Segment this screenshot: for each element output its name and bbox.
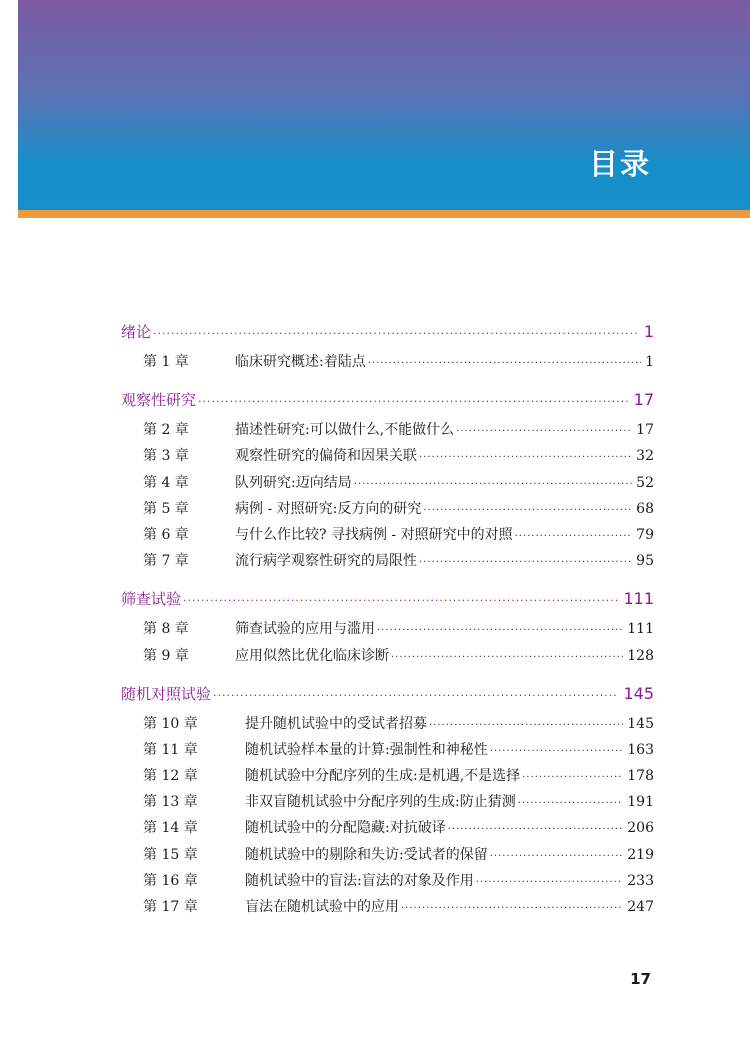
toc-section-heading[interactable] bbox=[121, 683, 654, 713]
section-title: 观察性研究 bbox=[121, 391, 197, 410]
chapter-number: 第 11 章 bbox=[143, 741, 198, 758]
toc-section-heading[interactable] bbox=[121, 321, 654, 351]
toc-entry[interactable] bbox=[121, 896, 654, 922]
chapter-page: 52 bbox=[636, 474, 654, 491]
chapter-page: 95 bbox=[636, 553, 654, 570]
chapter-number: 第 7 章 bbox=[143, 553, 189, 570]
dot-leader bbox=[419, 557, 632, 568]
dot-leader bbox=[419, 452, 632, 463]
toc-entry[interactable] bbox=[121, 791, 654, 817]
chapter-title: 与什么作比较? 寻找病例 - 对照研究中的对照 bbox=[235, 526, 513, 543]
chapter-title: 队列研究:迈向结局 bbox=[235, 474, 352, 491]
chapter-title: 随机试验中的剔除和失访:受试者的保留 bbox=[245, 846, 488, 863]
toc-entry[interactable] bbox=[121, 844, 654, 870]
dot-leader bbox=[515, 531, 633, 542]
toc-entry[interactable] bbox=[121, 550, 654, 576]
toc-entry[interactable] bbox=[121, 472, 654, 498]
chapter-title: 筛查试验的应用与滥用 bbox=[235, 621, 375, 638]
chapter-title: 非双盲随机试验中分配序列的生成:防止猜测 bbox=[245, 794, 516, 811]
header-accent-bar bbox=[18, 210, 750, 218]
toc-entry[interactable] bbox=[121, 445, 654, 471]
chapter-number: 第 5 章 bbox=[143, 500, 189, 517]
chapter-title: 随机试验中的分配隐藏:对抗破译 bbox=[245, 820, 446, 837]
page-title: 目录 bbox=[588, 147, 651, 181]
dot-leader bbox=[518, 798, 624, 809]
chapter-title: 观察性研究的偏倚和因果关联 bbox=[235, 448, 417, 465]
chapter-page: 178 bbox=[627, 768, 654, 785]
chapter-title: 随机试验中分配序列的生成:是机遇,不是选择 bbox=[245, 768, 521, 785]
dot-leader bbox=[423, 505, 632, 516]
chapter-page: 68 bbox=[636, 500, 654, 517]
chapter-number: 第 12 章 bbox=[143, 768, 198, 785]
dot-leader bbox=[391, 652, 623, 663]
dot-leader bbox=[522, 772, 623, 783]
section-page: 145 bbox=[623, 683, 654, 703]
chapter-page: 219 bbox=[627, 846, 654, 863]
toc-section bbox=[121, 321, 654, 377]
dot-leader bbox=[153, 327, 639, 340]
chapter-title: 提升随机试验中的受试者招募 bbox=[245, 715, 427, 732]
toc-entry[interactable] bbox=[121, 739, 654, 765]
chapter-number: 第 3 章 bbox=[143, 448, 189, 465]
chapter-page: 1 bbox=[645, 354, 654, 370]
section-page: 111 bbox=[623, 589, 654, 609]
dot-leader bbox=[429, 720, 623, 731]
chapter-title: 病例 - 对照研究:反方向的研究 bbox=[235, 500, 422, 517]
chapter-number: 第 16 章 bbox=[143, 872, 198, 889]
section-page: 1 bbox=[643, 322, 654, 341]
chapter-title: 应用似然比优化临床诊断 bbox=[235, 647, 389, 664]
dot-leader bbox=[476, 877, 624, 888]
chapter-title: 流行病学观察性研究的局限性 bbox=[235, 553, 417, 570]
section-title: 筛查试验 bbox=[121, 590, 182, 609]
toc-section-heading[interactable] bbox=[121, 389, 654, 419]
chapter-number: 第 14 章 bbox=[143, 820, 198, 837]
chapter-title: 临床研究概述:着陆点 bbox=[235, 354, 366, 370]
toc-entry[interactable] bbox=[121, 419, 654, 445]
dot-leader bbox=[490, 851, 624, 862]
section-page: 17 bbox=[633, 390, 654, 410]
page-number: 17 bbox=[630, 970, 651, 988]
toc-entry[interactable] bbox=[121, 618, 654, 644]
dot-leader bbox=[401, 903, 623, 914]
chapter-page: 163 bbox=[627, 741, 654, 758]
chapter-number: 第 4 章 bbox=[143, 474, 189, 491]
toc-section bbox=[121, 588, 654, 670]
chapter-number: 第 2 章 bbox=[143, 422, 189, 439]
chapter-number: 第 9 章 bbox=[143, 647, 189, 664]
toc-entry[interactable] bbox=[121, 817, 654, 843]
chapter-number: 第 6 章 bbox=[143, 526, 189, 543]
dot-leader bbox=[354, 479, 632, 490]
table-of-contents bbox=[121, 321, 654, 934]
toc-entry[interactable] bbox=[121, 765, 654, 791]
toc-section-heading[interactable] bbox=[121, 588, 654, 618]
chapter-number: 第 15 章 bbox=[143, 846, 198, 863]
toc-entry[interactable] bbox=[121, 645, 654, 671]
toc-entry[interactable] bbox=[121, 351, 654, 377]
chapter-number: 第 1 章 bbox=[143, 354, 189, 370]
dot-leader bbox=[377, 625, 623, 636]
chapter-page: 191 bbox=[627, 794, 654, 811]
chapter-page: 111 bbox=[627, 621, 654, 638]
dot-leader bbox=[183, 594, 618, 607]
chapter-number: 第 10 章 bbox=[143, 715, 198, 732]
chapter-page: 145 bbox=[627, 715, 654, 732]
chapter-page: 206 bbox=[627, 820, 654, 837]
dot-leader bbox=[490, 746, 624, 757]
chapter-page: 17 bbox=[636, 422, 654, 439]
chapter-page: 79 bbox=[636, 526, 654, 543]
toc-section bbox=[121, 683, 654, 923]
dot-leader bbox=[456, 426, 632, 437]
toc-entry[interactable] bbox=[121, 498, 654, 524]
section-title: 随机对照试验 bbox=[121, 684, 212, 703]
toc-section bbox=[121, 389, 654, 576]
chapter-page: 128 bbox=[627, 647, 654, 664]
dot-leader bbox=[368, 358, 641, 369]
section-title: 绪论 bbox=[121, 323, 152, 341]
toc-entry[interactable] bbox=[121, 524, 654, 550]
chapter-page: 247 bbox=[627, 899, 654, 915]
chapter-title: 随机试验中的盲法:盲法的对象及作用 bbox=[245, 872, 474, 889]
toc-entry[interactable] bbox=[121, 870, 654, 896]
chapter-title: 随机试验样本量的计算:强制性和神秘性 bbox=[245, 741, 488, 758]
dot-leader bbox=[448, 824, 624, 835]
chapter-number: 第 13 章 bbox=[143, 794, 198, 811]
chapter-title: 盲法在随机试验中的应用 bbox=[245, 899, 399, 915]
dot-leader bbox=[198, 395, 629, 408]
chapter-page: 233 bbox=[627, 872, 654, 889]
chapter-page: 32 bbox=[636, 448, 654, 465]
chapter-title: 描述性研究:可以做什么,不能做什么 bbox=[235, 422, 455, 439]
dot-leader bbox=[213, 689, 618, 702]
toc-entry[interactable] bbox=[121, 713, 654, 739]
chapter-number: 第 17 章 bbox=[143, 899, 198, 915]
chapter-number: 第 8 章 bbox=[143, 621, 189, 638]
